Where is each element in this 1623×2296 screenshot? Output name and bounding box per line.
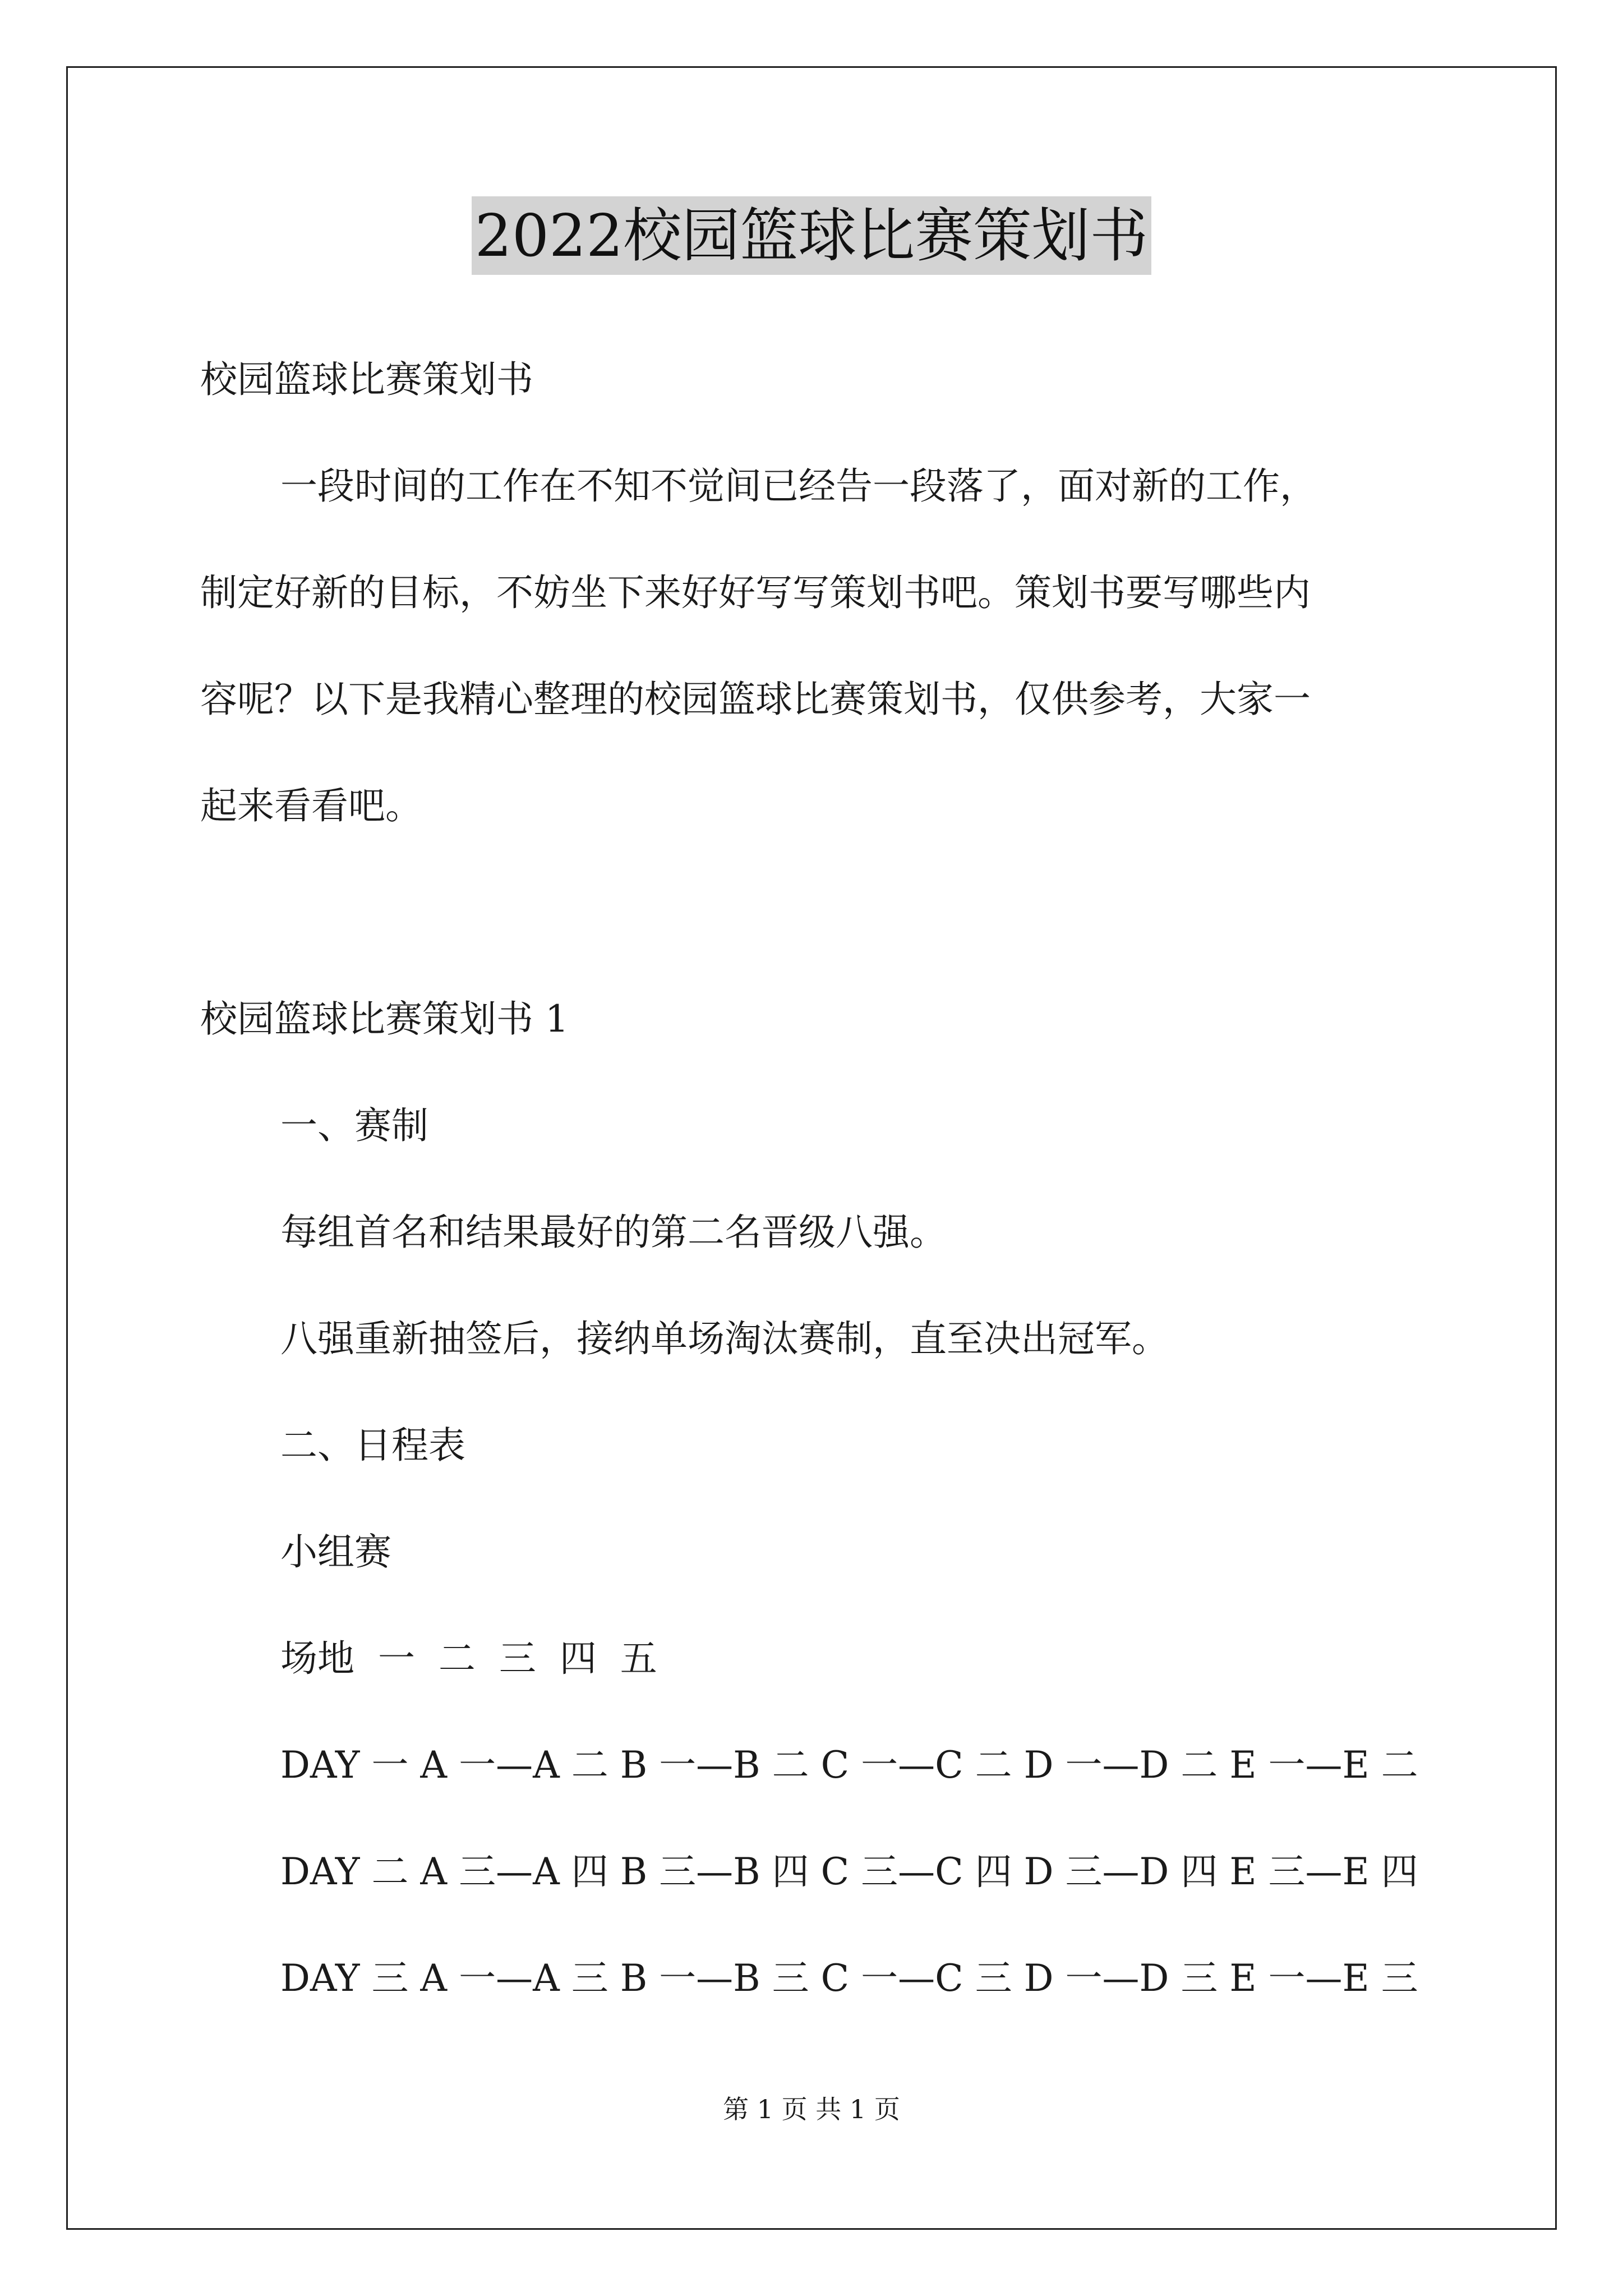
rule-knockout: 八强重新抽签后，接纳单场淘汰赛制，直至决出冠军。 <box>280 1317 1169 1360</box>
schedule-header-row: 场地 一 二 三 四 五 <box>280 1637 657 1680</box>
intro-line-1: 一段时间的工作在不知不觉间已经告一段落了，面对新的工作， <box>280 464 1317 508</box>
intro-line-4: 起来看看吧。 <box>200 784 422 827</box>
page-footer: 第 1 页 共 1 页 <box>723 2094 900 2124</box>
heading-schedule: 二、日程表 <box>280 1424 465 1467</box>
heading-competition-format: 一、赛制 <box>280 1104 428 1147</box>
title-container <box>0 196 1623 275</box>
intro-line-2: 制定好新的目标，不妨坐下来好好写写策划书吧。策划书要写哪些内 <box>200 571 1311 614</box>
schedule-row-day-2: DAY 二 A 三—A 四 B 三—B 四 C 三—C 四 D 三—D 四 E 三—E 四 <box>280 1850 1418 1893</box>
group-stage-label: 小组赛 <box>280 1530 391 1573</box>
section-title: 校园篮球比赛策划书 1 <box>200 997 569 1041</box>
rule-group-advance: 每组首名和结果最好的第二名晋级八强。 <box>280 1211 947 1254</box>
document-subtitle: 校园篮球比赛策划书 <box>200 358 533 401</box>
schedule-row-day-1: DAY 一 A 一—A 二 B 一—B 二 C 一—C 二 D 一—D 二 E 一—E 二 <box>280 1743 1418 1787</box>
document-title: 2022校园篮球比赛策划书 <box>472 196 1152 275</box>
intro-line-3: 容呢？以下是我精心整理的校园篮球比赛策划书，仅供参考，大家一 <box>200 678 1311 721</box>
schedule-row-day-3: DAY 三 A 一—A 三 B 一—B 三 C 一—C 三 D 一—D 三 E 一—E 三 <box>280 1957 1418 2000</box>
